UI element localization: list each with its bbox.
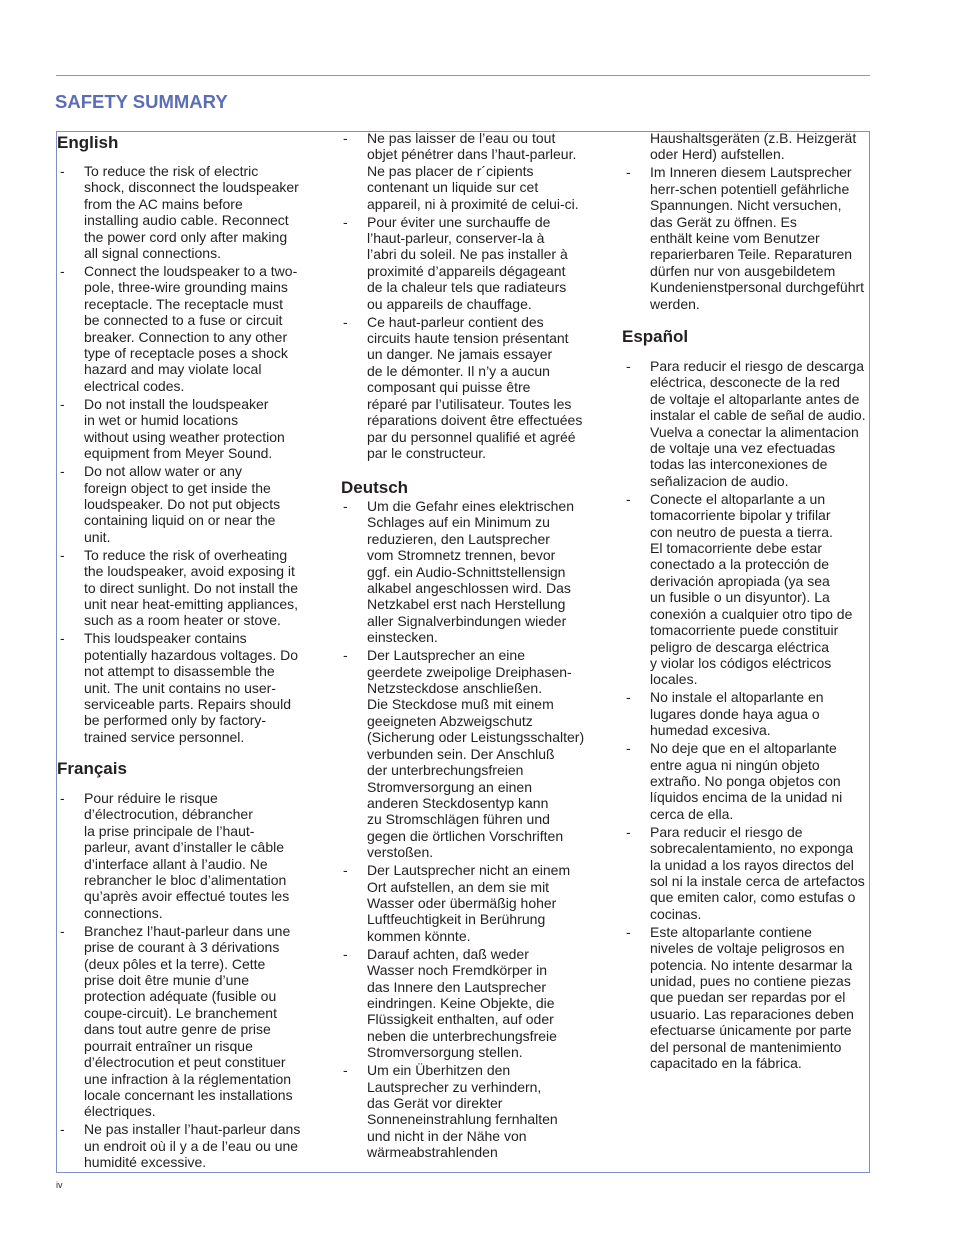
bullet-dash: - [60,630,65,647]
text-line: enthält keine vom Benutzer [650,230,820,247]
text-line: y violar los códigos eléctricos [650,654,832,671]
text-line: Ne pas installer l’haut-parleur dans [84,1121,301,1138]
continued-paragraph [650,130,856,163]
text-line: derivación apropiada (ya sea [650,572,830,589]
text-line: locale concernant les installations [84,1086,293,1103]
text-line: kommen könnte. [367,927,471,944]
safety-list [626,164,864,313]
text-line: To reduce the risk of overheating [84,546,288,563]
text-line: Netzsteckdose anschließen. [367,680,543,697]
text-line: efectuarse únicamente por parte [650,1022,852,1039]
text-line: extraño. No ponga objetos con [650,772,841,789]
text-line: loudspeaker. Do not put objects [84,495,281,512]
bullet-dash: - [343,945,348,962]
bullet-dash: - [626,740,631,757]
text-line: eindringen. Keine Objekte, die [367,994,555,1011]
text-line: appareil, ni à proximité de celui-ci. [367,195,579,212]
text-line: niveles de voltaje peligrosos en [650,940,845,957]
list-item [60,1121,300,1170]
text-line: Branchez l’haut-parleur dans une [84,922,291,939]
list-item [343,130,582,212]
text-line: No instale el altoparlante en [650,689,824,706]
text-line: in wet or humid locations [84,412,239,429]
text-line: conexión a cualquier otro tipo de [650,605,853,622]
bullet-dash: - [60,546,65,563]
text-line: receptacle. The receptacle must [84,295,283,312]
text-line: verstoßen. [367,844,434,861]
text-line: Do not install the loudspeaker [84,395,269,412]
text-line: composant qui puisse être [367,379,531,396]
text-line: das Gerät zu öffnen. Es [650,213,797,230]
safety-list [626,358,866,1073]
text-line: Der Lautsprecher an eine [367,647,525,664]
text-line: que puedan ser repardas por el [650,989,846,1006]
text-line: Este altoparlante contiene [650,923,812,940]
list-item [626,740,866,822]
text-line: No deje que en el altoparlante [650,740,837,757]
text-line: the loudspeaker, avoid exposing it [84,563,295,580]
list-item [343,946,584,1061]
text-line: Para reducir el riesgo de [650,823,803,840]
text-line: breaker. Connection to any other [84,328,288,345]
text-line: Wasser oder übermäßig hoher [367,894,557,911]
text-line: foreign object to get inside the [84,479,271,496]
section-heading-espanol: Español [622,326,689,346]
text-line: cocinas. [650,905,702,922]
list-item [60,463,299,545]
text-line: herr-schen potentiell gefährliche [650,180,850,197]
text-line: Lautsprecher zu verhindern, [367,1078,542,1095]
text-line: coupe-circuit). Le branchement [84,1004,277,1021]
text-line: de voltaje el altoparlante antes de [650,390,860,407]
bullet-dash: - [60,1121,65,1138]
list-item [343,314,582,462]
bullet-dash: - [343,213,348,230]
text-line: pourrait entraîner un risque [84,1037,253,1054]
text-line: del personal de mantenimiento [650,1038,842,1055]
bullet-dash: - [626,164,631,181]
text-line: Ce haut-parleur contient des [367,313,544,330]
text-line: installing audio cable. Reconnect [84,212,289,229]
text-line: trained service personnel. [84,728,245,745]
text-line: dürfen nur von ausgebildetem [650,262,836,279]
bullet-dash: - [626,689,631,706]
bullet-dash: - [343,1062,348,1079]
text-line: Kundenienstpersonal durchgeführt [650,279,865,296]
text-line: réparations doivent être effectuées [367,412,583,429]
text-line: oder Herd) aufstellen. [650,146,785,163]
safety-list [60,163,299,747]
text-line: conectado a la protección de [650,556,830,573]
text-line: usuario. Las reparaciones deben [650,1005,854,1022]
text-line: vom Stromnetz trennen, bevor [367,547,556,564]
text-line: une infraction à la réglementation [84,1070,292,1087]
list-item [626,824,866,922]
text-line: un endroit où il y a de l’eau ou une [84,1137,299,1154]
text-line: serviceable parts. Repairs should [84,695,291,712]
text-line: geerdete zweipolige Dreiphasen- [367,663,572,680]
text-line: d’électrocution, débrancher [84,806,253,823]
text-line: Haushaltsgeräten (z.B. Heizgerät [650,130,857,146]
text-line: aller Signalverbindungen wieder [367,612,567,629]
bullet-dash: - [626,490,631,507]
text-line: qu’après avoir effectué toutes les [84,888,290,905]
text-line: Im Inneren diesem Lautsprecher [650,164,852,181]
text-line: containing liquid on or near the [84,512,276,529]
list-item [60,547,299,629]
text-line: tomacorriente bipolar y trifilar [650,507,831,524]
text-line: l’haut-parleur, conserver-la à [367,230,545,247]
text-line: l’abri du soleil. Ne pas installer à [367,246,568,263]
bullet-dash: - [343,130,348,146]
section-heading-english: English [57,132,119,152]
text-line: prise doit être munie d’une [84,972,249,989]
text-line: das Innere den Lautsprecher [367,978,547,995]
text-line: the power cord only after making [84,228,288,245]
text-line: be connected to a fuse or circuit [84,312,283,329]
safety-list [343,498,584,1162]
text-line: reduzieren, den Lautsprecher [367,530,550,547]
text-line: Schlages auf ein Minimum zu [367,514,550,531]
text-line: de voltaje una vez efectuadas [650,440,836,457]
text-line: To reduce the risk of electric [84,163,259,179]
text-line: Vuelva a conectar la alimentacion [650,423,859,440]
text-line: la unidad a los rayos directos del [650,856,854,873]
list-item [343,214,582,312]
text-line: Pour éviter une surchauffe de [367,213,551,230]
text-line: Ne pas laisser de l’eau ou tout [367,130,556,146]
text-line: shock, disconnect the loudspeaker [84,179,299,196]
text-line: sobrecalentamiento, no exponga [650,840,854,857]
text-line: unit near heat-emitting appliances, [84,595,299,612]
text-line: equipment from Meyer Sound. [84,445,273,462]
text-line: Stromversorgung stellen. [367,1044,523,1061]
text-line: Um die Gefahr eines elektrischen [367,498,574,514]
text-line: rebrancher le bloc d’alimentation [84,872,287,889]
text-line: señalizacion de audio. [650,472,789,489]
text-line: das Gerät vor direkter [367,1095,503,1111]
text-line: objet pénétrer dans l’haut-parleur. [367,146,577,163]
text-line: proximité d’appareils dégageant [367,262,566,279]
bullet-dash: - [343,862,348,879]
list-item [60,163,299,261]
text-line: potencia. No intente desarmar la [650,956,853,973]
bullet-dash: - [60,163,65,179]
text-line: El tomacorriente debe estar [650,540,822,557]
text-line: ou appareils de chauffage. [367,295,532,312]
text-line: Der Lautsprecher nicht an einem [367,862,571,879]
text-line: lugares donde haya agua o [650,705,820,722]
bullet-dash: - [60,790,65,806]
text-line: Um ein Überhitzen den [367,1062,511,1079]
text-line: Die Steckdose muß mit einem [367,696,554,713]
text-line: protection adéquate (fusible ou [84,988,277,1005]
bullet-dash: - [60,463,65,480]
text-line: de la chaleur tels que radiateurs [367,279,567,296]
page-number: iv [56,1180,63,1190]
text-line: Darauf achten, daß weder [367,945,529,962]
text-line: Connect the loudspeaker to a two- [84,263,298,280]
text-line: geeigneten Abzweigschutz [367,712,533,729]
text-line: réparé par l’utilisateur. Toutes les [367,395,572,412]
text-line: parleur, avant d’installer le câble [84,839,285,856]
text-line: dans tout autre genre de prise [84,1021,271,1038]
text-line: un danger. Ne jamais essayer [367,346,553,363]
text-line: Stromversorgung an einen [367,778,532,795]
text-line: sol ni la instale cerca de artefactos [650,872,865,889]
text-line: werden. [650,295,700,312]
text-line: zu Stromschlägen führen und [367,811,550,828]
section-heading-deutsch: Deutsch [341,477,409,497]
text-line: peligro de descarga eléctrica [650,638,829,655]
bullet-dash: - [626,358,631,374]
section-heading-francais: Français [57,758,127,778]
text-line: par le constructeur. [367,444,487,461]
text-line: Do not allow water or any [84,463,242,480]
text-line: con neutro de puesta a tierra. [650,523,833,540]
text-line: Wasser noch Fremdkörper in [367,962,547,979]
text-line: wärmeabstrahlenden [367,1144,498,1161]
text-line: to direct sunlight. Do not install the [84,579,299,596]
text-line: hazard and may violate local [84,361,262,378]
text-line: Conecte el altoparlante a un [650,490,826,507]
list-item [60,923,300,1120]
bullet-dash: - [60,263,65,280]
list-item [626,358,866,489]
list-item [60,396,299,462]
text-line: einstecken. [367,629,438,646]
text-line: humidité excessive. [84,1154,207,1171]
text-line: (deux pôles et la terre). Cette [84,955,266,972]
list-item [60,263,299,394]
text-line: électriques. [84,1103,156,1120]
text-line: prise de courant à 3 dérivations [84,939,280,956]
text-line: Flüssigkeit enthalten, auf oder [367,1011,554,1028]
text-line: without using weather protection [84,428,285,445]
text-line: ggf. ein Audio-Schnittstellensign [367,563,566,580]
text-line: circuits haute tension présentant [367,330,569,347]
text-line: be performed only by factory- [84,712,267,729]
bullet-dash: - [60,922,65,939]
list-item [626,689,866,738]
text-line: Sonneneinstrahlung fernhalten [367,1111,558,1128]
text-line: connections. [84,904,163,921]
list-item [626,491,866,688]
text-line: Spannungen. Nicht versuchen, [650,197,842,214]
text-line: reparierbaren Teile. Reparaturen [650,246,853,263]
text-line: anderen Steckdosentyp kann [367,794,549,811]
text-line: humedad excesiva. [650,722,771,739]
text-line: Luftfeuchtigkeit in Berührung [367,911,546,928]
list-item [626,164,864,312]
text-line: der unterbrechungsfreien [367,762,524,779]
text-line: la prise principale de l’haut- [84,822,255,839]
list-item [343,647,584,860]
text-line: capacitado en la fábrica. [650,1055,802,1072]
text-line: all signal connections. [84,245,221,262]
text-line: neben die unterbrechungsfreie [367,1027,557,1044]
text-line: such as a room heater or stove. [84,612,281,629]
text-line: eléctrica, desconecte de la red [650,374,840,391]
text-line: type of receptacle poses a shock [84,345,288,362]
text-line: Para reducir el riesgo de descarga [650,358,865,374]
list-item [60,630,299,745]
text-line: entre agua ni ningún objeto [650,756,820,773]
bullet-dash: - [343,647,348,664]
text-line: instalar el cable de señal de audio. [650,407,866,424]
bullet-dash: - [60,395,65,412]
list-item [60,790,300,921]
text-line: electrical codes. [84,377,185,394]
text-line: par du personnel qualifié et agréé [367,428,576,445]
text-line: Netzkabel erst nach Herstellung [367,596,566,613]
list-item [343,862,584,944]
text-line: Pour réduire le risque [84,790,218,806]
text-line: (Sicherung oder Leistungsschalter) [367,729,585,746]
text-line: d’interface allant à l’audio. Ne [84,855,268,872]
bullet-dash: - [626,823,631,840]
text-line: locales. [650,671,698,688]
text-line: unit. The unit contains no user- [84,679,276,696]
text-line: líquidos encima de la unidad ni [650,789,843,806]
text-line: und nicht in der Nähe von [367,1127,527,1144]
text-line: from the AC mains before [84,195,243,212]
list-item [626,924,866,1072]
text-line: pole, three-wire grounding mains [84,279,288,296]
text-line: contenant un liquide sur cet [367,179,539,196]
bullet-dash: - [343,313,348,330]
text-line: Ne pas placer de r´cipients [367,162,534,179]
text-line: todas las interconexiones de [650,456,828,473]
page-title: SAFETY SUMMARY [55,90,228,112]
text-line: d’électrocution et peut constituer [84,1054,286,1071]
text-line: tomacorriente puede constituir [650,622,839,639]
bullet-dash: - [343,498,348,514]
bullet-dash: - [626,923,631,940]
list-item [343,1062,584,1160]
text-line: alkabel angeschlossen wird. Das [367,580,571,597]
list-item [343,498,584,646]
text-line: potentially hazardous voltages. Do [84,646,299,663]
text-line: que emiten calor, como estufas o [650,889,856,906]
text-line: cerca de ella. [650,805,734,822]
text-line: verbunden sein. Der Anschluß [367,745,555,762]
text-line: Ort aufstellen, an dem sie mit [367,878,550,895]
text-line: unit. [84,528,111,545]
safety-list [343,130,582,463]
text-line: unidad, pues no contiene piezas [650,973,851,989]
header-rule [56,75,870,76]
text-line: This loudspeaker contains [84,630,247,647]
text-line: de le démonter. Il n’y a aucun [367,362,550,379]
safety-list [60,790,300,1172]
text-line: gegen die örtlichen Vorschriften [367,827,564,844]
text-line: not attempt to disassemble the [84,663,275,680]
text-line: un fusible o un disyuntor). La [650,589,830,606]
